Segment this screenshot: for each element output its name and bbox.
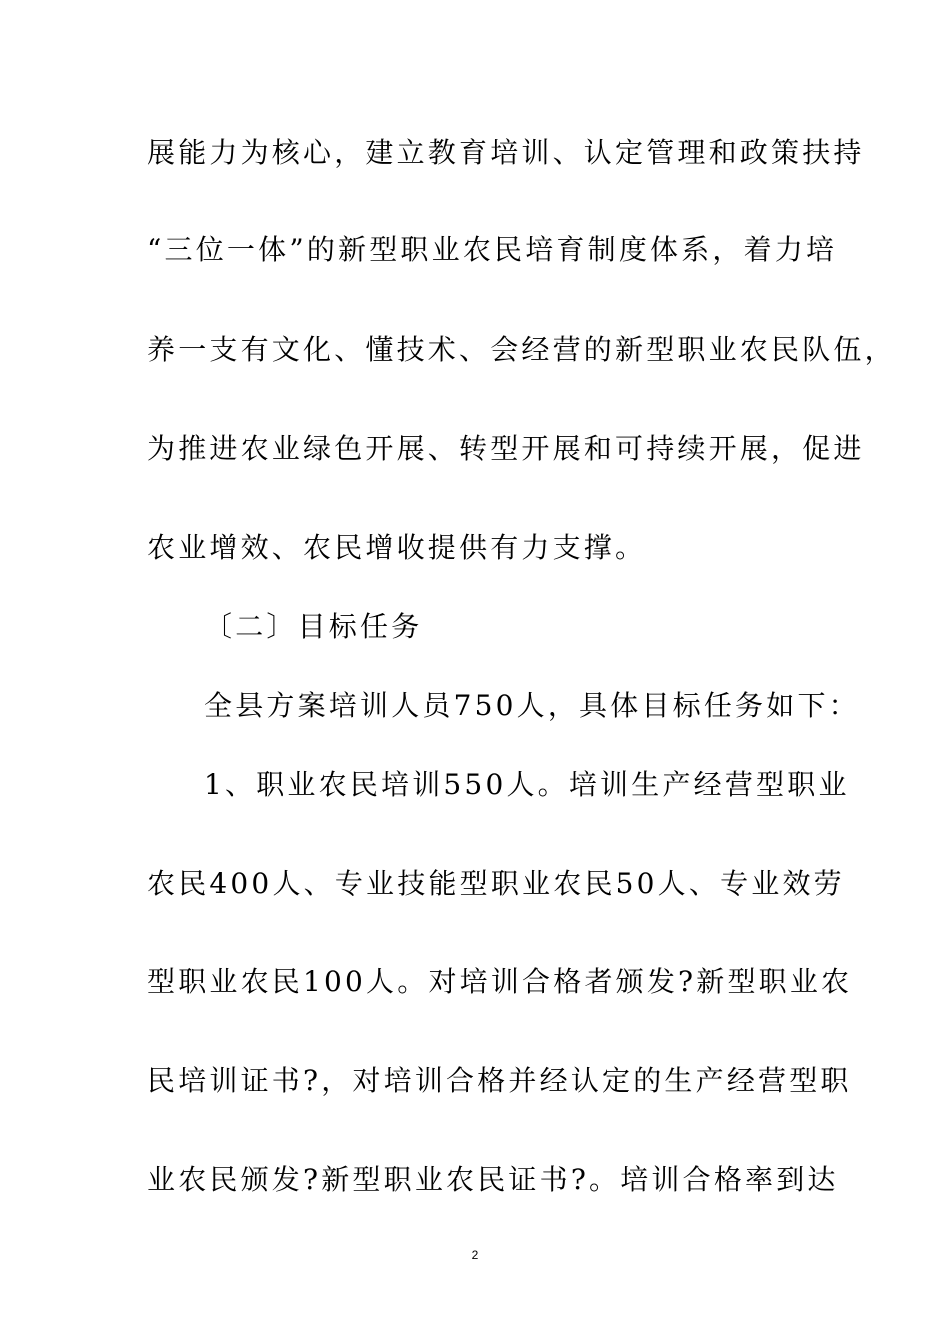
paragraph-line: 养一支有文化、懂技术、会经营的新型职业农民队伍， [147, 333, 896, 366]
paragraph-line: 农业增效、农民增收提供有力支撑。 [147, 531, 647, 564]
page-number: 2 [471, 1248, 479, 1262]
paragraph-line: 农民400人、专业技能型职业农民50人、专业效劳 [147, 867, 845, 900]
paragraph-line: 业农民颁发?新型职业农民证书?。培训合格率到达 [147, 1163, 839, 1196]
list-item-line: 1、职业农民培训550人。培训生产经营型职业 [204, 768, 850, 801]
paragraph-line: 全县方案培训人员750人，具体目标任务如下： [204, 689, 860, 722]
section-heading: 〔二〕目标任务 [204, 610, 423, 643]
paragraph-line: “三位一体”的新型职业农民培育制度体系，着力培 [147, 233, 838, 266]
paragraph-line: 为推进农业绿色开展、转型开展和可持续开展，促进 [147, 432, 865, 465]
paragraph-line: 民培训证书?，对培训合格并经认定的生产经营型职 [147, 1064, 852, 1097]
paragraph-line: 展能力为核心，建立教育培训、认定管理和政策扶持 [147, 136, 865, 169]
paragraph-line: 型职业农民100人。对培训合格者颁发?新型职业农 [147, 965, 853, 998]
